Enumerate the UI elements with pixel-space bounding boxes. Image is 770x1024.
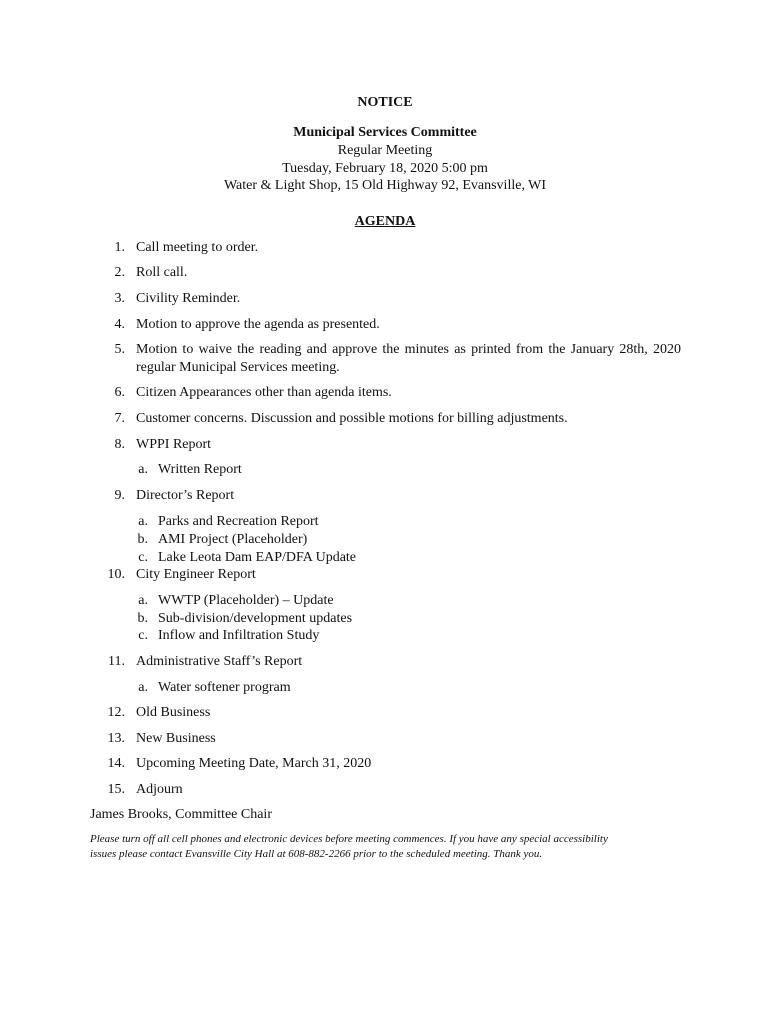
- agenda-item-text: Administrative Staff’s Report: [136, 654, 303, 669]
- agenda-item-text: Roll call.: [136, 265, 188, 280]
- subitem-letter: a.: [138, 593, 148, 608]
- agenda-item-text: Motion to waive the reading and approve the minutes as printed from the January 28th, 2020 regular Municipal Services meeting.: [136, 342, 681, 375]
- accessibility-notice-line-1: Please turn off all cell phones and electronic devices before meeting commences. If you have any special accessibility: [90, 833, 608, 845]
- agenda-item-number: 7.: [114, 411, 125, 426]
- agenda-item-text: Old Business: [136, 705, 211, 720]
- notice-heading: NOTICE: [357, 95, 413, 110]
- agenda-item-number: 13.: [107, 731, 125, 746]
- agenda-item-number: 8.: [114, 437, 125, 452]
- agenda-item-number: 4.: [114, 317, 125, 332]
- agenda-title: AGENDA: [354, 214, 416, 229]
- agenda-item-text: Call meeting to order.: [136, 240, 259, 255]
- subitem-text: AMI Project (Placeholder): [158, 532, 308, 547]
- agenda-item-text: Adjourn: [136, 782, 183, 797]
- agenda-item-number: 15.: [107, 782, 125, 797]
- subitem-letter: b.: [137, 532, 148, 547]
- agenda-item-number: 14.: [107, 756, 125, 771]
- agenda-item-text: Customer concerns. Discussion and possible motions for billing adjustments.: [136, 411, 568, 426]
- committee-chair-signature: James Brooks, Committee Chair: [90, 807, 272, 822]
- agenda-item-text: WPPI Report: [136, 437, 212, 452]
- meeting-location: Water & Light Shop, 15 Old Highway 92, Evansville, WI: [223, 178, 547, 193]
- agenda-item-text: City Engineer Report: [136, 567, 256, 582]
- subitem-text: Water softener program: [158, 680, 291, 695]
- subitem-text: WWTP (Placeholder) – Update: [158, 593, 334, 608]
- subitem-text: Sub-division/development updates: [158, 611, 353, 626]
- meeting-datetime: Tuesday, February 18, 2020 5:00 pm: [282, 161, 488, 176]
- committee-name: Municipal Services Committee: [293, 125, 477, 140]
- subitem-letter: c.: [138, 628, 148, 643]
- agenda-item-text: Civility Reminder.: [136, 291, 241, 306]
- agenda-item-5: [0, 341, 770, 377]
- agenda-item-text: Upcoming Meeting Date, March 31, 2020: [136, 756, 372, 771]
- subitem-text: Written Report: [158, 462, 242, 477]
- agenda-item-number: 1.: [114, 240, 125, 255]
- agenda-item-number: 5.: [114, 342, 125, 357]
- agenda-item-number: 3.: [114, 291, 125, 306]
- agenda-item-number: 12.: [107, 705, 125, 720]
- agenda-item-text: New Business: [136, 731, 216, 746]
- subitem-text: Lake Leota Dam EAP/DFA Update: [158, 550, 357, 565]
- agenda-item-text: Citizen Appearances other than agenda items.: [136, 385, 392, 400]
- subitem-letter: b.: [137, 611, 148, 626]
- subitem-text: Parks and Recreation Report: [158, 514, 319, 529]
- subitem-letter: a.: [138, 462, 148, 477]
- agenda-item-text: Motion to approve the agenda as presented.: [136, 317, 380, 332]
- subitem-letter: c.: [138, 550, 148, 565]
- agenda-item-number: 6.: [114, 385, 125, 400]
- agenda-item-number: 2.: [114, 265, 125, 280]
- agenda-item-number: 9.: [114, 488, 125, 503]
- accessibility-notice-line-2: issues please contact Evansville City Hall at 608-882-2266 prior to the scheduled meeting. Thank you.: [90, 848, 543, 860]
- subitem-letter: a.: [138, 514, 148, 529]
- meeting-type: Regular Meeting: [337, 143, 433, 158]
- agenda-item-number: 10.: [107, 567, 125, 582]
- agenda-item-number: 11.: [108, 654, 125, 669]
- subitem-letter: a.: [138, 680, 148, 695]
- subitem-text: Inflow and Infiltration Study: [158, 628, 320, 643]
- agenda-item-text: Director’s Report: [136, 488, 235, 503]
